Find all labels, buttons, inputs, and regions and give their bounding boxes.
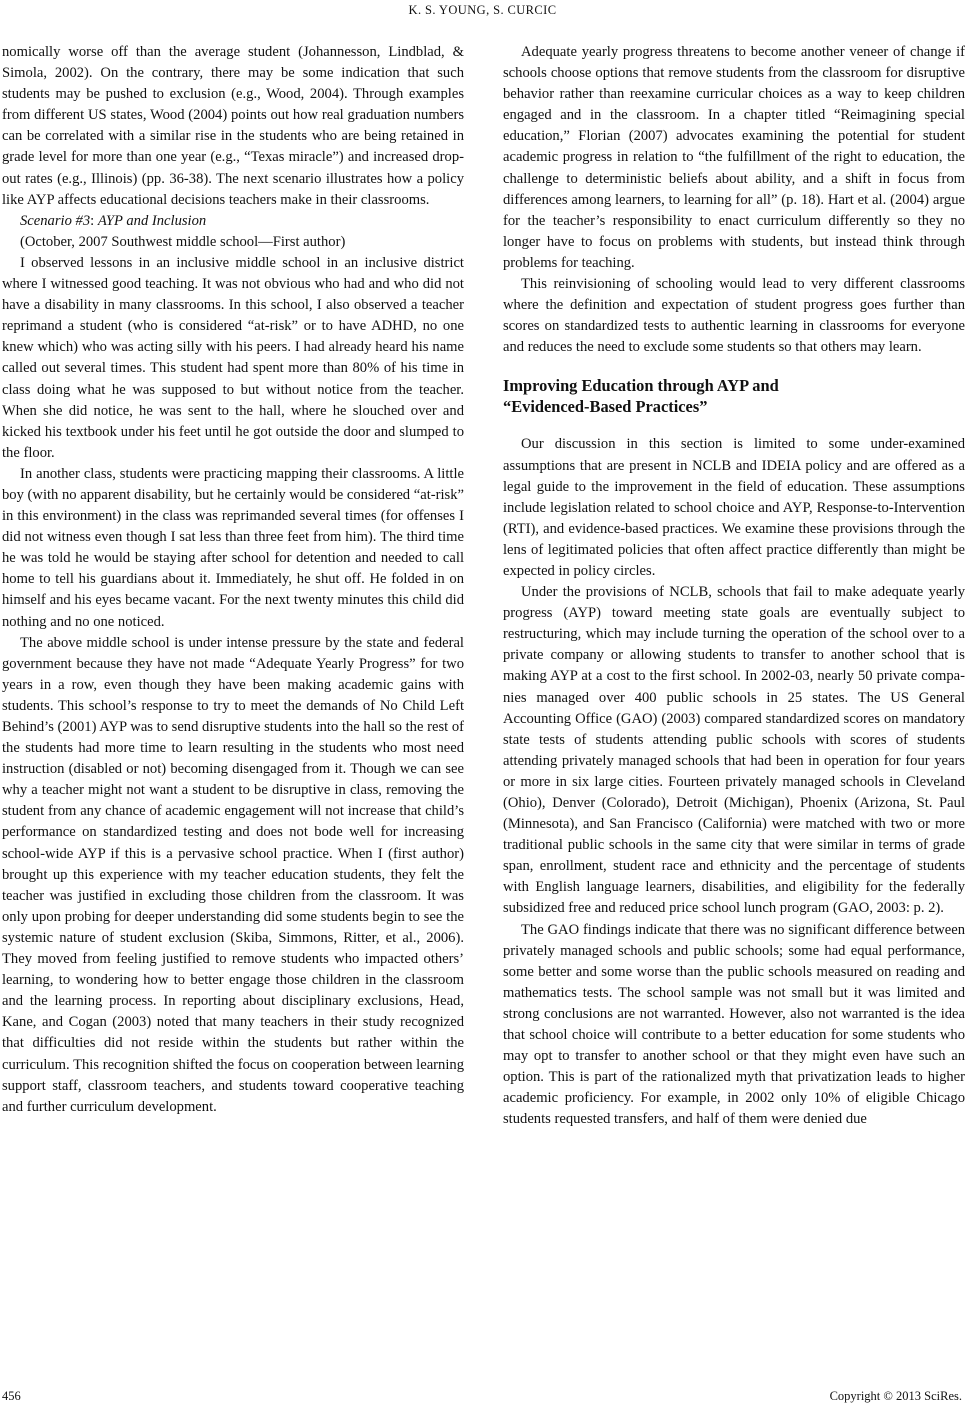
- paragraph: In another class, students were practicing mapping their classrooms. A little boy (with no apparent disability, but he certainly would be considered “at-risk” in this environment) in the class was reprimanded several times (for offenses I did not witness even though I sat less than three feet from him). The third time he was told he would be staying after school for detention and needed to call home to tell his guardians about it. Immediately, he shut off. He folded in on himself and his eyes became vacant. For the next twenty minutes this child did nothing and no one noticed.: [2, 465, 464, 630]
- paragraph: Under the provisions of NCLB, schools that fail to make adequate yearly progress (AYP) toward meeting state goals are eventually subject to restructuring, which may include turning the operation of the school over to a private company or allowing students to transfer to another school that is making AYP at a cost to the first school. In 2002-03, nearly 50 private companies managed over 400 public schools in 25 states. The US General Accounting Office (GAO) (2003) compared standardized scores on mandatory state tests of students attending public schools with scores of students attending privately managed schools that had been in operation for four years or more in six large cities. Fourteen privately managed schools in Cleveland (Ohio), Denver (Colorado), Detroit (Michigan), Phoenix (Arizona, St. Paul (Minnesota), and San Francisco (California) were matched with two or more traditional public schools in the same city that were similar in terms of grade span, enrollment, student race and ethnicity and the percentage of students with English language learners, disabilities, and eligibility for the federally subsidized free and reduced price school lunch program (GAO, 2003: p. 2).: [503, 584, 965, 917]
- paragraph: The above middle school is under intense pressure by the state and federal government because they have not made “Adequate Yearly Progress” for two years in a row, even though they have been making academic gains with students. This school’s response to try to meet the demands of No Child Left Behind’s (2001) AYP was to send disruptive students into the hall so the rest of the students had more time to learn resulting in the students who most need instruction (disabled or not) becoming disengaged from it. Though we can see why a teacher might not want a student to be disruptive in class, removing the student from any chance of academic engagement will not increase that child’s performance on standardized testing and does not bode well for increasing school-wide AYP if this is a pervasive school practice. When I (first author) brought up this experience with my teacher education students, they felt the teacher was justified in excluding those children from the classroom. It was only upon probing for deeper understanding did some students begin to see the systemic nature of student exclusion (Skiba, Simmons, Ritter, et al., 2006). They moved from feeling justified to remove students who impacted others’ learning, to wondering how to better engage those children in the classroom and the learning process. In reporting about disciplinary exclusions, Head, Kane, and Cogan (2003) noted that many teachers in their study recognized that difficulties did not reside within the students but rather within the curriculum. This recognition shifted the focus on cooperation between learning support staff, classroom teachers, and students toward cooperative teaching and further curriculum development.: [2, 634, 464, 1115]
- copyright-notice: Copyright © 2013 SciRes.: [829, 1389, 962, 1403]
- right-column: [503, 42, 965, 1131]
- scenario-label: Scenario #3: [20, 212, 91, 229]
- scenario-context: (October, 2007 Southwest middle school—First author): [20, 233, 346, 250]
- running-head: K. S. YOUNG, S. CURCIC: [408, 3, 557, 17]
- left-column: [2, 42, 464, 1118]
- paragraph: This reinvisioning of schooling would lead to very different classrooms where the definition and expectation of student progress goes further than scores on standardized tests to authentic learning in classrooms for everyone and reduces the need to exclude some students so that others may learn.: [503, 276, 965, 356]
- section-heading-line: “Evidenced-Based Practices”: [503, 397, 708, 417]
- scenario-title: AYP and Inclusion: [97, 212, 207, 229]
- scenario-heading: [2, 211, 464, 232]
- paragraph: Adequate yearly progress threatens to become another veneer of change if schools choose options that remove students from the classroom for disruptive behavior rather than reexamine curricular choices as a way to keep children engaged and in the classroom. In a chapter titled “Reimagining special education,” Florian (2007) advocates examining the potential for student academic progress in relation to “the fulfillment of the right to education, the challenge to deterministic beliefs about ability, and a shift in focus from differences among learners, to learning for all” (p. 18). Hart et al. (2004) argue for the teacher’s responsibility to enact curriculum differently so they no longer have to focus on problems with students, but instead think through problems for teaching.: [503, 44, 965, 271]
- paragraph: I observed lessons in an inclusive middle school in an inclusive district where I witnessed good teaching. It was not obvious who had and who did not have a disability in many classrooms. In this school, I also observed a teacher reprimand a student (who is considered “at-risk” or to have ADHD, no one knew which) who was acting silly with his peers. I had already heard his name called out several times. This student had spent more than 80% of his time in class doing what he was supposed to but without notice from the teacher. When she did notice, he was sent to the hall, where he slouched over and kicked his textbook under his feet until he got outside the door and slumped to the floor.: [2, 254, 464, 461]
- section-heading: [503, 375, 965, 417]
- paragraph: Our discussion in this section is limited to some under-examined assumptions that are present in NCLB and IDEIA policy and are offered as a legal guide to the improvement in the field of education. These assumptions include legislation related to school choice and AYP, Response-to-Intervention (RTI), and evidence-based practices. We examine these provisions through the lens of legitimated policies that often affect practice differently than might be expected in policy circles.: [503, 436, 965, 579]
- paragraph: The GAO findings indicate that there was no significant difference between privately managed schools and public schools; some had equal performance, some better and some worse than the public schools measured on reading and mathematics tests. The school sample was not small but it was limited and strong conclusions are not warranted. However, also not warranted is the idea that school choice will contribute to a better education for some students who may opt to transfer to another school or that they might even have such an option. This is part of the rationalized myth that privatization leads to higher academic proficiency. For example, in 2002 only 10% of eligible Chicago students requested transfers, and half of them were denied due: [503, 921, 965, 1128]
- section-heading-line: Improving Education through AYP and: [503, 376, 779, 396]
- page-number: 456: [2, 1389, 21, 1403]
- paragraph: nomically worse off than the average student (Johannesson, Lindblad, & Simola, 2002). On the contrary, there may be some indication that such students may be pushed to exclusion (e.g., Wood, 2004). Through examples from different US states, Wood (2004) points out how real graduation numbers can be correlated with a similar rise in the students who are being retained in grade level for more than one year (e.g., “Texas miracle”) and increased drop-out rates (e.g., Illinois) (pp. 36-38). The next scenario illustrates how a policy like AYP affects educational decisions teachers make in their classrooms.: [2, 44, 464, 208]
- scenario-separator: :: [90, 212, 98, 229]
